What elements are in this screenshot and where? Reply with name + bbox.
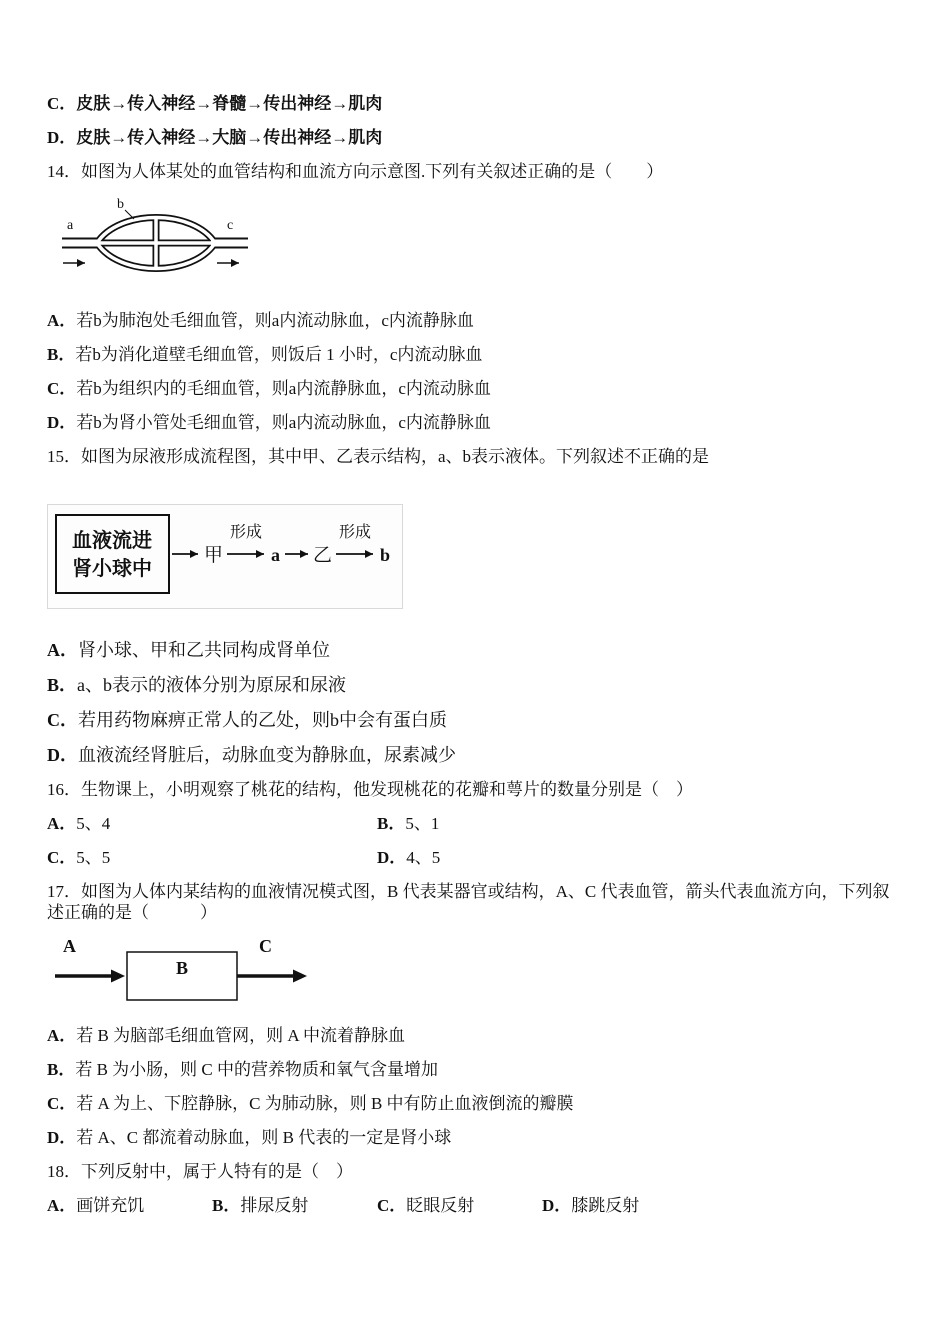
q17-stem: 17．如图为人体内某结构的血液情况模式图，B 代表某器官或结构，A、C 代表血管，箭头代表血流方向，下列叙述正确的是（ ） [47,882,890,922]
start-box [56,515,169,593]
q17-option-a [47,1025,902,1046]
q16-stem: 16．生物课上，小明观察了桃花的结构，他发现桃花的花瓣和萼片的数量分别是（ ） [47,780,693,799]
q14-option-c [47,378,902,399]
option-text: 若b为肾小管处毛细血管，则a内流动脉血，c内流静脉血 [76,413,491,432]
option-text: 血液流经肾脏后，动脉血变为静脉血，尿素减少 [78,745,456,765]
option-label: B． [47,675,78,695]
q18-options-row [47,1195,902,1216]
start-box-line1: 血液流进 [72,530,152,552]
option-text: 5、4 [76,814,111,833]
option-text: 若 B 为脑部毛细血管网，则 A 中流着静脉血 [76,1026,405,1045]
q15-options [47,639,902,766]
option-text: 若用药物麻痹正常人的乙处，则b中会有蛋白质 [78,710,447,730]
option-text: 画饼充饥 [76,1196,145,1215]
label-c: c [227,218,234,233]
label-a: a [67,218,74,233]
q14-option-a [47,310,902,331]
q17-figure [53,936,902,1011]
organ-box-label: B [175,958,189,978]
option-text: 若 A 为上、下腔静脉，C 为肺动脉，则 B 中有防止血液倒流的瓣膜 [76,1094,574,1113]
q16-option-a [47,813,377,834]
q16-option-d [377,847,707,868]
blood-flow-organ-diagram [53,936,321,1006]
node-jia: 甲 [204,545,224,566]
q15-option-b [47,674,902,696]
label-b: b [117,197,124,212]
q14-option-b [47,344,902,365]
q15-option-d [47,744,902,766]
option-text: 排尿反射 [240,1196,309,1215]
option-text: 若 B 为小肠，则 C 中的营养物质和氧气含量增加 [75,1060,439,1079]
q16-options-row-1 [47,813,902,834]
urine-formation-flow-diagram [54,508,396,600]
q14-figure [59,195,902,294]
option-text: 眨眼反射 [406,1196,475,1215]
out-arrow-head [293,970,307,983]
option-text: 皮肤→传入神经→脊髓→传出神经→肌肉 [76,94,383,113]
option-text: 皮肤→传入神经→大脑→传出神经→肌肉 [76,128,383,147]
option-label: B． [377,814,406,833]
q15-stem: 15．如图为尿液形成流程图，其中甲、乙表示结构，a、b表示液体。下列叙述不正确的是 [47,447,710,466]
in-vessel-label: A [63,936,76,956]
option-text: 若 A、C 都流着动脉血，则 B 代表的一定是肾小球 [76,1128,452,1147]
option-label: D． [377,848,407,867]
option-label: C． [47,848,77,867]
option-label: A． [47,1026,77,1045]
option-label: C． [47,710,78,730]
option-label: B． [47,345,76,364]
q13-option-d [47,127,902,148]
node-yi: 乙 [313,545,333,566]
option-label: A． [47,640,78,660]
option-label: D． [47,745,78,765]
q15-option-c [47,709,902,731]
option-text: 5、5 [76,848,111,867]
fluid-b: b [380,545,391,565]
q15-option-a [47,639,902,661]
option-text: 4、5 [406,848,441,867]
q14-option-d [47,412,902,433]
arrow-label-xingcheng-2: 形成 [338,524,372,541]
start-box-line2: 肾小球中 [72,558,152,580]
q14-stem: 14．如图为人体某处的血管结构和血流方向示意图.下列有关叙述正确的是（ ） [47,162,664,181]
option-text: 若b为消化道壁毛细血管，则饭后 1 小时，c内流动脉血 [75,345,483,364]
q16-option-c [47,847,377,868]
q17-option-d [47,1127,902,1148]
arrow-label-xingcheng-1: 形成 [229,524,263,541]
q17-option-c [47,1093,902,1114]
q18-option-c [377,1195,542,1216]
option-label: A． [47,814,77,833]
q15-figure-wrap [47,480,902,633]
option-label: B． [212,1196,241,1215]
q15-figure [47,504,403,609]
q18-option-d [542,1195,639,1216]
option-text: 若b为肺泡处毛细血管，则a内流动脉血，c内流静脉血 [76,311,474,330]
option-text: 膝跳反射 [571,1196,640,1215]
q18-stem: 18．下列反射中，属于人特有的是（ ） [47,1162,353,1181]
option-text: 5、1 [405,814,440,833]
option-label: C． [47,379,77,398]
option-label: D． [47,128,77,147]
q18-option-b [212,1195,377,1216]
option-label: B． [47,1060,76,1079]
q17-option-b [47,1059,902,1080]
option-label: D． [542,1196,572,1215]
option-text: 肾小球、甲和乙共同构成肾单位 [78,640,330,660]
option-label: D． [47,1128,77,1147]
option-label: D． [47,413,77,432]
option-label: A． [47,1196,77,1215]
q16-option-b [377,813,707,834]
out-vessel-label: C [259,936,272,956]
option-label: C． [47,94,77,113]
q13-option-c [47,93,902,114]
q18-option-a [47,1195,212,1216]
option-text: 若b为组织内的毛细血管，则a内流静脉血，c内流动脉血 [76,379,491,398]
fluid-a: a [271,545,280,565]
capillary-network-diagram [59,195,251,289]
option-label: C． [377,1196,407,1215]
option-label: C． [47,1094,77,1113]
vessel-lumen [62,218,248,269]
in-arrow-head [111,970,125,983]
q16-options-row-2 [47,847,902,868]
option-text: a、b表示的液体分别为原尿和尿液 [77,675,347,695]
option-label: A． [47,311,77,330]
